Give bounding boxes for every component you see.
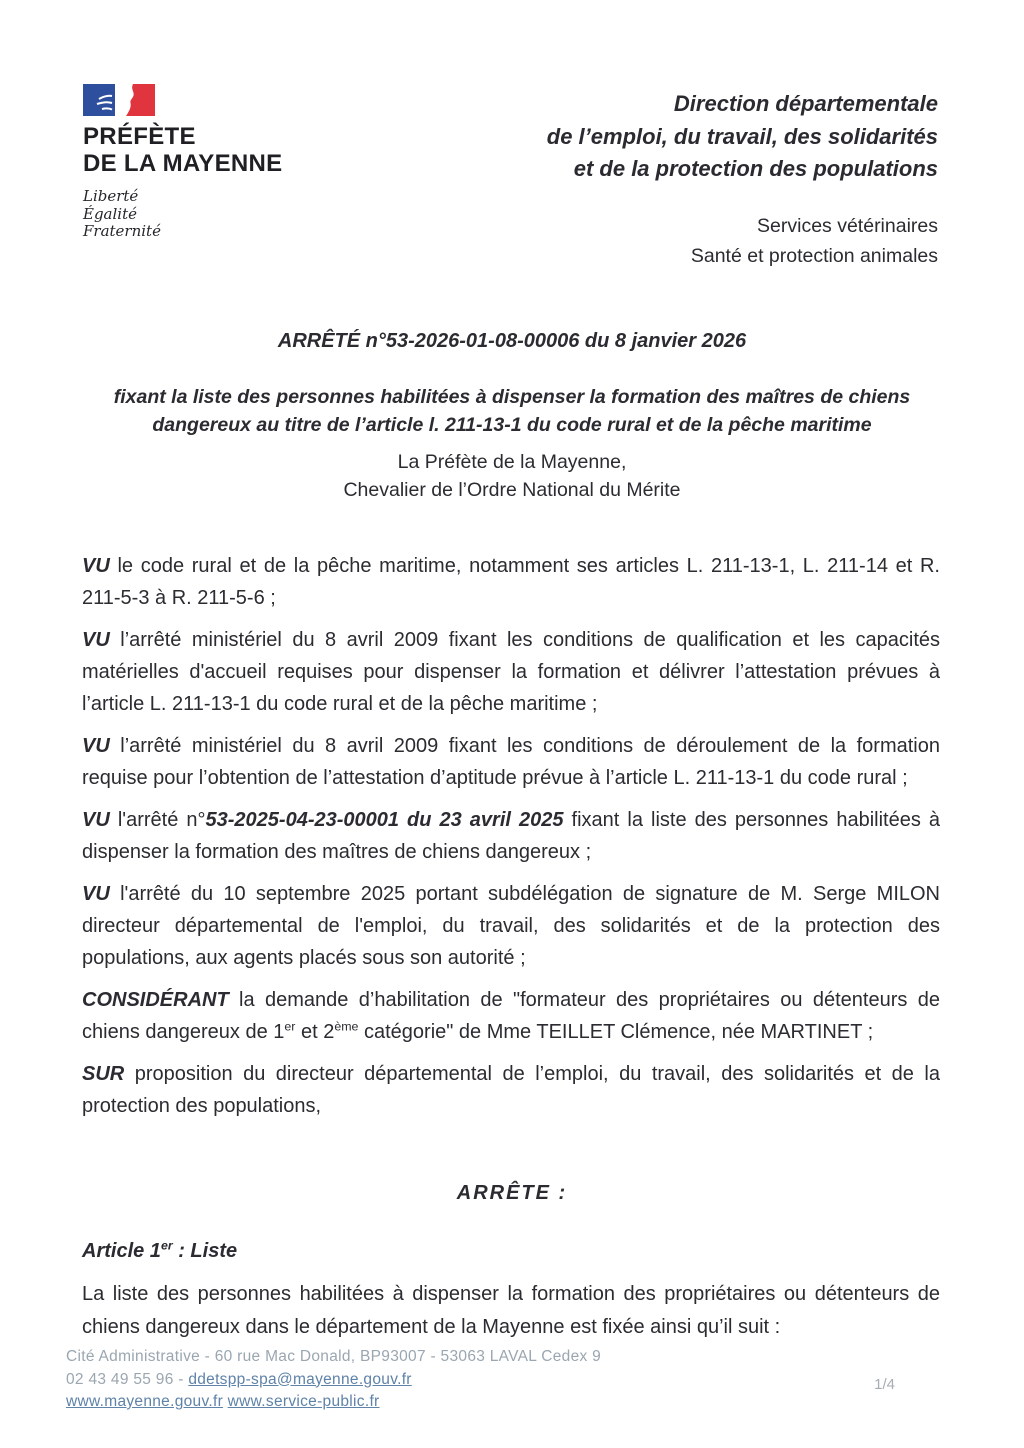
paragraph-vu-3 [82, 730, 940, 794]
marianne-flag-icon [83, 84, 155, 116]
paragraph-vu-2 [82, 624, 940, 720]
footer-contact-line [66, 1369, 601, 1392]
prefecture-name-line1: PRÉFÈTE [83, 123, 196, 150]
footer-link[interactable]: ddetspp-spa@mayenne.gouv.fr [188, 1370, 412, 1388]
text-segment: VU [82, 555, 110, 577]
text-segment: : Liste [172, 1240, 238, 1262]
footer-address-line [66, 1346, 601, 1369]
paragraph-sur [82, 1058, 940, 1122]
page-number: 1/4 [874, 1376, 895, 1393]
text-segment: 53-2025-04-23-00001 du 23 avril 2025 [205, 809, 564, 831]
motto-liberte: Liberté [83, 187, 139, 205]
direction-line3: et de la protection des populations [573, 156, 938, 181]
text-segment: er [160, 1238, 173, 1253]
arrete-subject-line1: fixant la liste des personnes habilitées à dispenser la formation des maîtres de chiens [113, 386, 911, 408]
text-segment: catégorie" de Mme TEILLET Clémence, née MARTINET ; [358, 1021, 874, 1043]
arrete-subject-line2: dangereux au titre de l’article l. 211-13-1 du code rural et de la pêche maritime [152, 413, 872, 436]
direction-title [547, 88, 938, 186]
text-segment: VU [82, 809, 110, 831]
motto-fraternite: Fraternité [83, 222, 161, 240]
text-segment: Cité Administrative - 60 rue Mac Donald, BP93007 - 53063 LAVAL Cedex 9 [66, 1348, 602, 1365]
text-segment: CONSIDÉRANT [82, 989, 229, 1011]
text-segment: l’arrêté ministériel du 8 avril 2009 fixant les conditions de qualification et les capacités matérielles d'accueil requises pour dispenser la formation et délivrer l’attestation prévues à l’article L. 211-13-1 du code rural et de la pêche maritime ; [82, 629, 940, 715]
text-segment: VU [82, 883, 110, 905]
text-segment: l'arrêté n° [109, 809, 206, 831]
republic-logo-block [83, 84, 283, 241]
text-segment: Article 1 [82, 1240, 161, 1262]
text-segment: VU [82, 629, 110, 651]
text-segment: et 2 [295, 1021, 335, 1043]
arrete-number-title: ARRÊTÉ n°53-2026-01-08-00006 du 8 janvier 2026 [277, 330, 747, 352]
arrete-heading: ARRÊTE : [456, 1182, 568, 1204]
text-segment: ème [334, 1019, 359, 1034]
republic-motto [83, 188, 283, 241]
text-segment: VU [82, 735, 110, 757]
footer-websites-line [66, 1391, 601, 1414]
footer-link[interactable]: www.service-public.fr [227, 1393, 380, 1410]
footer [66, 1346, 601, 1414]
footer-link[interactable]: www.mayenne.gouv.fr [66, 1393, 224, 1410]
direction-block [547, 88, 938, 271]
issuer-line2: Chevalier de l’Ordre National du Mérite [343, 478, 681, 501]
text-segment: er [284, 1019, 296, 1034]
text-segment: fixant la liste des personnes habilitées à dispenser la formation des maîtres de chiens dangereux ; [82, 809, 941, 863]
arrete-subject [0, 384, 1024, 439]
text-segment: l'arrêté du 10 septembre 2025 portant subdélégation de signature de M. Serge MILON directeur départemental de l'emploi, du travail, des solidarités et de la protection des populations, aux agents placés sous son autorité ; [82, 883, 940, 969]
direction-line2: de l’emploi, du travail, des solidarités [546, 123, 938, 149]
prefecture-name [83, 123, 283, 177]
paragraph-vu-5 [82, 878, 940, 974]
text-segment: le code rural et de la pêche maritime, notamment ses articles L. 211-13-1, L. 211-14 et R. 211-5-3 à R. 211-5-6 ; [82, 555, 940, 609]
text-segment: proposition du directeur départemental de l’emploi, du travail, des solidarités et de la protection des populations, [82, 1063, 940, 1117]
direction-line1: Direction départementale [673, 91, 938, 116]
paragraph-vu-4 [82, 804, 940, 868]
service-line2: Santé et protection animales [690, 244, 938, 267]
issuer-block [0, 449, 1024, 504]
text-segment: SUR [82, 1063, 125, 1085]
issuer-line1: La Préfète de la Mayenne, [397, 451, 627, 473]
body-text [82, 550, 940, 1132]
text-segment: la demande d’habilitation de "formateur des propriétaires ou détenteurs de chiens dangereux de 1 [82, 989, 940, 1043]
paragraph-vu-1 [82, 550, 940, 614]
service-unit [547, 211, 938, 271]
motto-egalite: Égalité [83, 204, 137, 223]
text-segment: 02 43 49 55 96 - [66, 1370, 189, 1388]
text-segment: l’arrêté ministériel du 8 avril 2009 fixant les conditions de déroulement de la formation requise pour l’obtention de l’attestation d’aptitude prévue à l’article L. 211-13-1 du code rural ; [82, 735, 940, 789]
paragraph-considerant [82, 984, 940, 1048]
article1-text [82, 1278, 940, 1344]
prefecture-name-line2: DE LA MAYENNE [83, 150, 283, 177]
text-segment: La liste des personnes habilitées à dispenser la formation des propriétaires ou détenteurs de chiens dangereux dans le département de la Mayenne est fixée ainsi qu’il suit : [82, 1283, 940, 1338]
article1-heading [82, 1240, 237, 1263]
service-line1: Services vétérinaires [757, 214, 938, 237]
